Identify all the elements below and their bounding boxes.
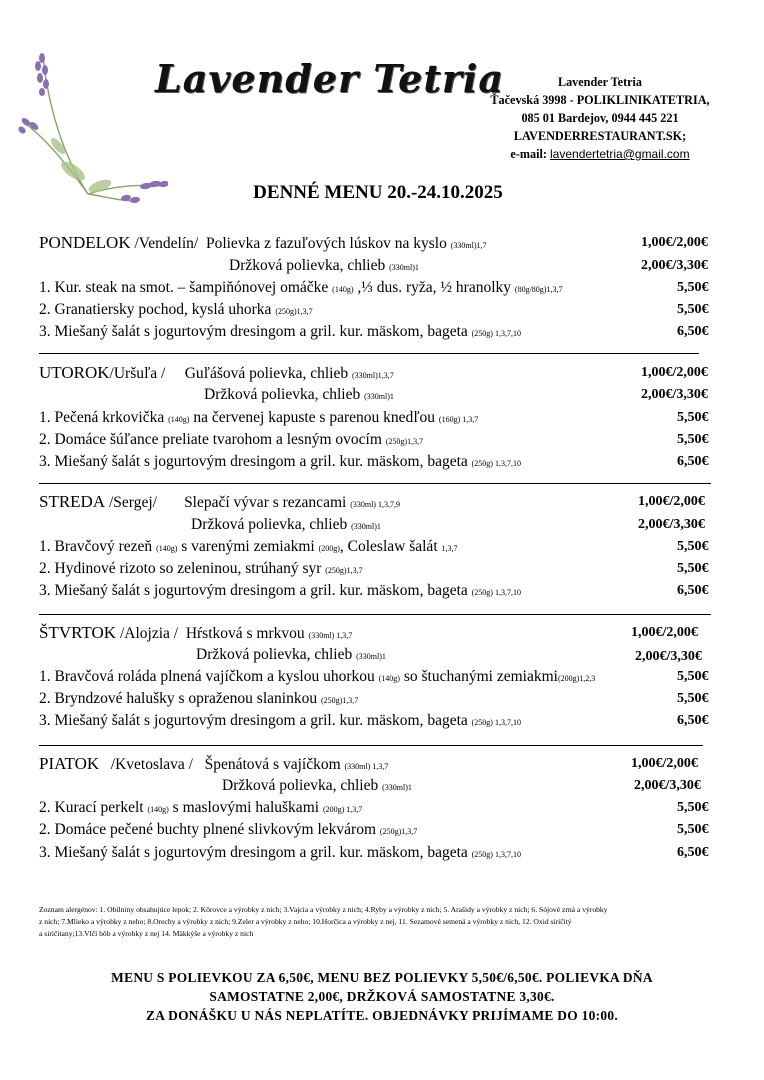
allergen-note: (200g) 1,3,7 [322,805,363,814]
day-thu-item2-line [39,689,358,711]
day-mon-item2-line [39,300,313,322]
dish-text: na červenej kapuste s parenou knedľou [193,409,436,426]
day-wed-soup1-line [39,492,400,515]
allergen-note: (250g)1,3,7 [275,307,313,316]
day-label: PONDELOK [39,233,131,252]
dish-text: 2. Kurací perkelt [39,799,144,816]
nameday: /Sergej/ [109,494,157,511]
day-tue-soup1-line [39,363,394,386]
price: 2,00€/3,30€ [638,517,705,532]
allergen-note: (140g) [147,805,169,814]
day-label: ŠTVRTOK [39,623,117,642]
day-fri-soup2-line [222,776,412,798]
dish-text: 2. Bryndzové halušky s opraženou slaninkou [39,690,318,707]
footer-line: ZA DONÁŠKU U NÁS NEPLATÍTE. OBJEDNÁVKY PRIJÍMAME DO 10:00. [146,1008,618,1023]
dish-text: s maslovými haluškami [172,799,320,816]
soup-name: Držková polievka, chlieb [222,777,379,794]
price: 5,50€ [677,432,709,447]
dish-text: 2. Granatiersky pochod, kyslá uhorka [39,301,272,318]
allergen-note: (330ml)1 [364,392,394,401]
allergen-list [39,904,729,940]
dish-text: 3. Miešaný šalát s jogurtovým dresingom a gril. kur. mäskom, bageta [39,323,468,340]
email-label: e-mail: [510,147,547,161]
dish-text: 3. Miešaný šalát s jogurtovým dresingom a gril. kur. mäskom, bageta [39,844,468,861]
price: 1,00€/2,00€ [631,625,698,640]
day-fri-item2-line [39,820,417,842]
allergen-note: (250g) 1,3,7,10 [471,588,521,597]
contact-address: Ťačevská 3998 - POLIKLINIKATETRIA, [490,93,710,107]
allergen-note: (140g) [332,285,354,294]
allergen-note: (200g)1,2,3 [557,674,596,683]
day-label: PIATOK [39,754,100,773]
day-wed-soup2-line [191,515,381,537]
price: 6,50€ [677,454,709,469]
price: 1,00€/2,00€ [638,494,705,509]
price: 5,50€ [677,539,709,554]
day-mon-soup2-line [229,256,419,278]
allergen-note: (250g) 1,3,7,10 [471,329,521,338]
day-mon-soup1-line [39,233,487,256]
day-mon-item1-line [39,278,562,300]
contact-email-row [470,145,730,163]
dish-text: 1. Bravčová roláda plnená vajíčkom a kyslou uhorkou [39,668,375,685]
divider [39,614,711,615]
allergen-note: (140g) [156,544,178,553]
allergen-note: (330ml)1 [389,263,419,272]
allergen-note: 1,3,7 [441,544,458,553]
allergen-note: (330ml) 1,3,7,9 [350,500,400,509]
price: 2,00€/3,30€ [641,387,708,402]
dish-text: 1. Bravčový rezeň [39,538,153,555]
price: 5,50€ [677,669,709,684]
allergen-line: a siričitany;13.Vlčí bôb a výrobky z nej 14. Mäkkýše a výrobky z nich [39,929,254,938]
allergen-note: (200g) [318,544,340,553]
menu-title-text: DENNÉ MENU 20.-24.10.2025 [253,182,503,203]
price: 2,00€/3,30€ [635,649,702,664]
day-wed-item2-line [39,559,363,581]
dish-text: 3. Miešaný šalát s jogurtovým dresingom a gril. kur. mäskom, bageta [39,582,468,599]
allergen-note: (140g) [168,415,190,424]
allergen-note: (140g) [378,674,400,683]
dish-text: s varenými zemiakmi [181,538,315,555]
allergen-note: (330ml)1 [356,652,386,661]
dish-text: 3. Miešaný šalát s jogurtovým dresingom a gril. kur. mäskom, bageta [39,453,468,470]
allergen-note: (330ml)1,3,7 [352,371,394,380]
divider [39,353,699,354]
allergen-note: (250g)1,3,7 [325,566,363,575]
allergen-note: (250g)1,3,7 [385,437,424,446]
nameday: /Vendelín/ [134,235,199,252]
contact-website: LAVENDERRESTAURANT.SK; [513,129,687,143]
restaurant-logo-text: Lavender Tetria [155,56,504,101]
soup-name: Špenátová s vajíčkom [204,756,341,773]
price: 5,50€ [677,302,709,317]
day-wed-item1-line [39,537,458,559]
dish-text: 2. Hydinové rizoto so zeleninou, strúhaný syr [39,560,322,577]
allergen-line: z nich; 7.Mlieko a výrobky z neho; 8.Orechy a výrobky z nich; 9.Zeler a výrobky z neho; 10.Horčica a výrobky z nej, 11. Sezamové semená a výrobky z nich, 12. Oxid siričitý [39,917,572,926]
price: 5,50€ [677,561,709,576]
price: 5,50€ [677,410,709,425]
dish-text: 1. Kur. steak na smot. – šampiňónovej omáčke [39,279,329,296]
soup-name: Slepačí vývar s rezancami [184,494,347,511]
day-thu-item1-line [39,667,595,689]
day-tue-item2-line [39,430,423,452]
allergen-note: (330ml)1,7 [450,241,487,250]
dish-text: 3. Miešaný šalát s jogurtovým dresingom a gril. kur. mäskom, bageta [39,712,468,729]
price: 6,50€ [677,324,709,339]
day-thu-soup1-line [39,623,352,646]
dish-text: , Coleslaw šalát [339,538,438,555]
price: 5,50€ [677,280,709,295]
day-fri-item1-line [39,798,362,820]
allergen-note: (160g) 1,3,7 [438,415,479,424]
price: 5,50€ [677,822,709,837]
price: 1,00€/2,00€ [641,365,708,380]
price: 5,50€ [677,691,709,706]
footer-line: SAMOSTATNE 2,00€, DRŽKOVÁ SAMOSTATNE 3,30€. [209,989,555,1004]
price: 2,00€/3,30€ [641,258,708,273]
divider [39,745,703,746]
soup-name: Hŕstková s mrkvou [185,625,305,642]
price: 1,00€/2,00€ [641,235,708,250]
day-fri-item3-line [39,843,521,865]
day-tue-item1-line [39,408,478,430]
soup-name: Držková polievka, chlieb [191,516,348,533]
price: 6,50€ [677,845,709,860]
footer-note [60,968,704,1025]
day-mon-item3-line [39,322,521,344]
allergen-note: (330ml) 1,3,7 [308,631,353,640]
dish-text: ,⅓ dus. ryža, ½ hranolky [357,279,512,296]
dish-text: 2. Domáce pečené buchty plnené slivkovým lekvárom [39,821,377,838]
day-thu-item3-line [39,711,521,733]
contact-city-phone: 085 01 Bardejov, 0944 445 221 [521,111,679,125]
dish-text: so štuchanými zemiakmi [403,668,558,685]
allergen-note: (250g)1,3,7 [379,827,418,836]
allergen-note: (250g) 1,3,7,10 [471,718,521,727]
contact-block [470,73,730,163]
menu-title [0,182,764,204]
footer-line: MENU S POLIEVKOU ZA 6,50€, MENU BEZ POLIEVKY 5,50€/6,50€. POLIEVKA DŇA [111,970,653,985]
day-label: UTOROK [39,363,110,382]
allergen-note: (80g/80g)1,3,7 [514,285,563,294]
dish-text: 1. Pečená krkovička [39,409,165,426]
price: 6,50€ [677,583,709,598]
allergen-note: (250g) 1,3,7,10 [471,459,521,468]
soup-name: Držková polievka, chlieb [204,386,361,403]
allergen-note: (330ml)1 [382,783,412,792]
day-tue-item3-line [39,452,521,474]
nameday: /Kvetoslava / [110,756,193,773]
dish-text: 2. Domáce šúľance preliate tvarohom a lesným ovocím [39,431,382,448]
price: 1,00€/2,00€ [631,756,698,771]
soup-name: Polievka z fazuľových lúskov na kyslo [205,235,447,252]
price: 6,50€ [677,713,709,728]
day-wed-item3-line [39,581,521,603]
contact-name: Lavender Tetria [557,75,643,89]
soup-name: Držková polievka, chlieb [196,646,353,663]
day-thu-soup2-line [196,645,386,667]
allergen-note: (250g) 1,3,7,10 [471,850,521,859]
soup-name: Guľášová polievka, chlieb [184,365,349,382]
email-link[interactable]: lavendertetria@gmail.com [550,147,690,161]
allergen-note: (330ml)1 [351,522,381,531]
day-fri-soup1-line [39,754,388,777]
nameday: /Uršuľa / [109,365,166,382]
allergen-note: (250g)1,3,7 [320,696,359,705]
allergen-note: (330ml) 1,3,7 [344,762,389,771]
divider [39,483,711,484]
nameday: /Alojzia / [119,625,179,642]
price: 2,00€/3,30€ [634,778,701,793]
day-label: STREDA [39,492,106,511]
price: 5,50€ [677,800,709,815]
soup-name: Držková polievka, chlieb [229,257,386,274]
allergen-line: Zoznam alergénov: 1. Obilniny obsahujúce lepok; 2. Kôrovce a výrobky z nich; 3.Vajcia a výrobky z nich; 4.Ryby a výrobky z nich; 5. Arašidy a výrobky z nich; 6. Sójové zrná a výrobky [39,905,608,914]
day-tue-soup2-line [204,385,394,407]
